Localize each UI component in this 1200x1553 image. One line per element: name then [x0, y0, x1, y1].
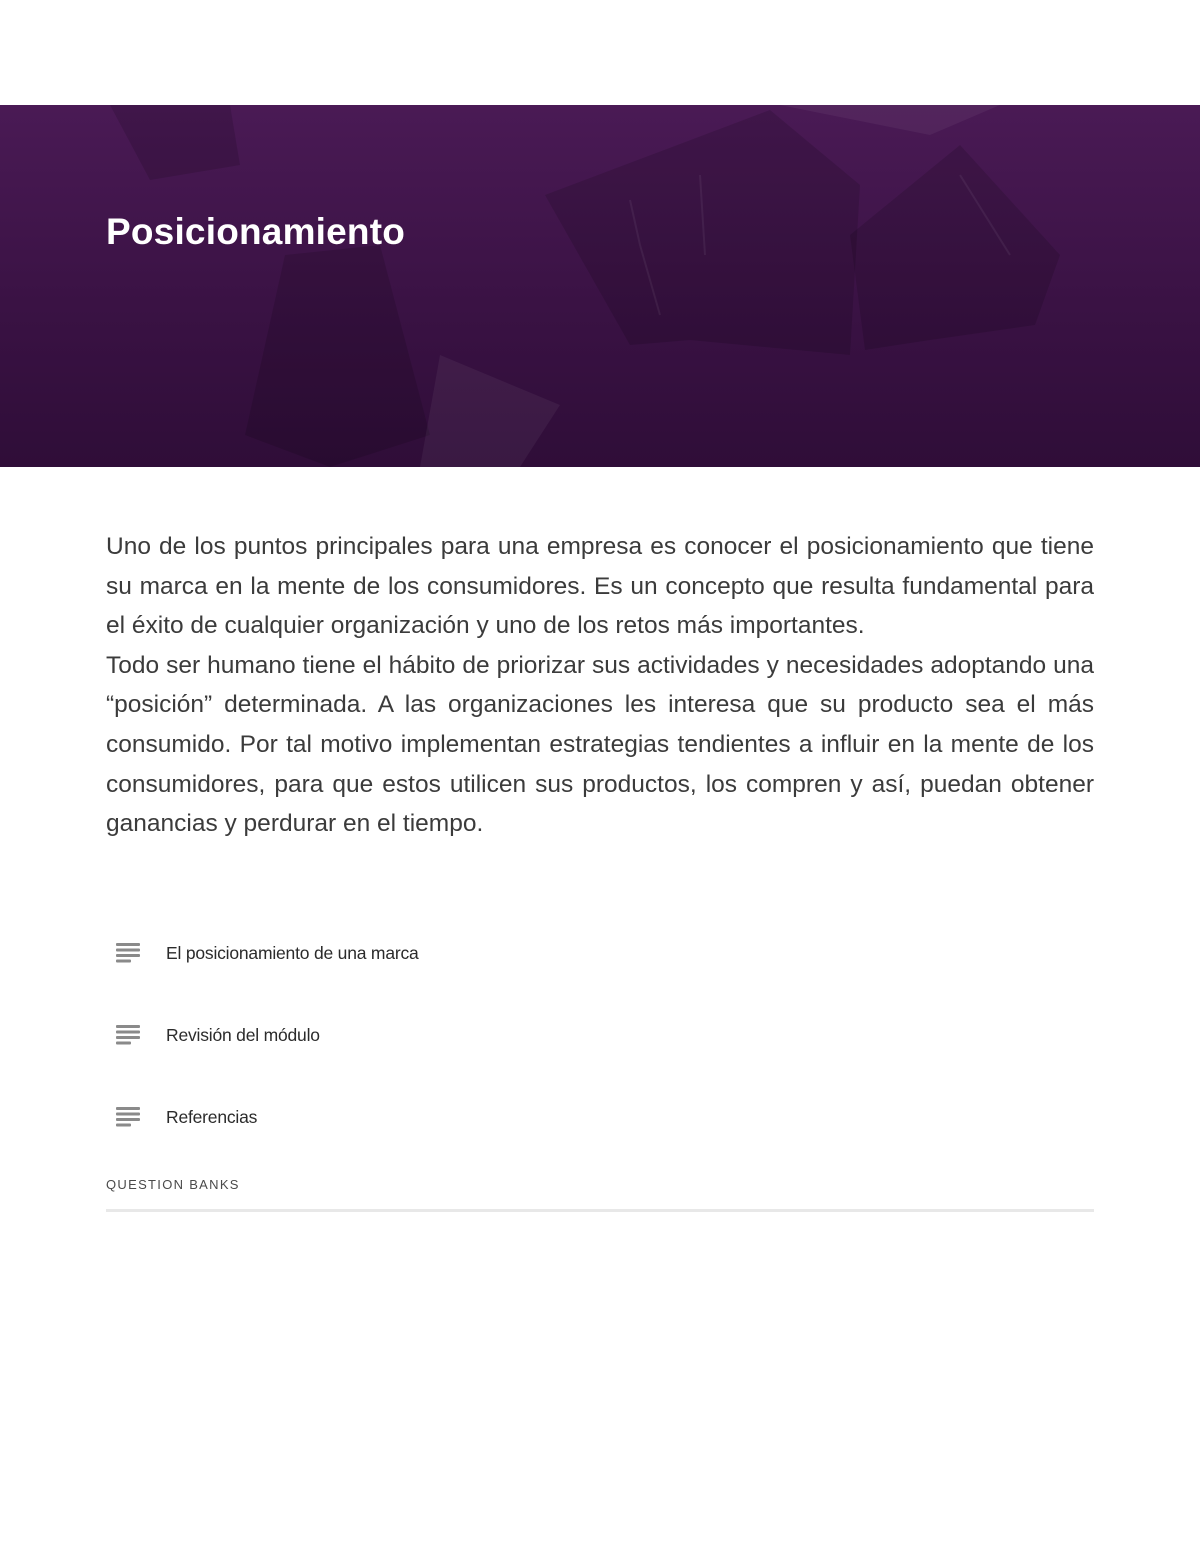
section-divider — [106, 1209, 1094, 1212]
question-banks-heading: QUESTION BANKS — [106, 1177, 240, 1192]
page-title: Posicionamiento — [106, 211, 406, 252]
hero-background-image — [0, 105, 1200, 467]
lesson-label: Referencias — [166, 1106, 258, 1127]
intro-paragraph: Todo ser humano tiene el hábito de priorizar sus actividades y necesidades adoptando una “posición” determinada. A las organizaciones les interesa que su producto sea el más consumido. Por tal motivo implementan estrategias tendientes a influir en la mente de los consumidores, para que estos utilicen sus productos, los compren y así, puedan obtener ganancias y perdurar en el tiempo. — [106, 651, 1094, 838]
intro-paragraph: Uno de los puntos principales para una empresa es conocer el posicionamiento que tiene su marca en la mente de los consumidores. Es un concepto que resulta fundamental para el éxito de cualquier organización y uno de los retos más importantes. — [106, 533, 1094, 640]
text-lines-icon — [106, 1107, 166, 1127]
lesson-label: Revisión del módulo — [166, 1024, 320, 1045]
lesson-label: El posicionamiento de una marca — [166, 942, 419, 963]
text-lines-icon — [106, 943, 166, 963]
lesson-item-referencias[interactable] — [106, 1076, 1094, 1158]
text-lines-icon — [106, 1025, 166, 1045]
hero-banner — [0, 105, 1200, 467]
lesson-item-revision-modulo[interactable] — [106, 994, 1094, 1076]
lesson-list — [106, 912, 1094, 1158]
intro-text — [106, 527, 1094, 844]
lesson-item-posicionamiento-marca[interactable] — [106, 912, 1094, 994]
